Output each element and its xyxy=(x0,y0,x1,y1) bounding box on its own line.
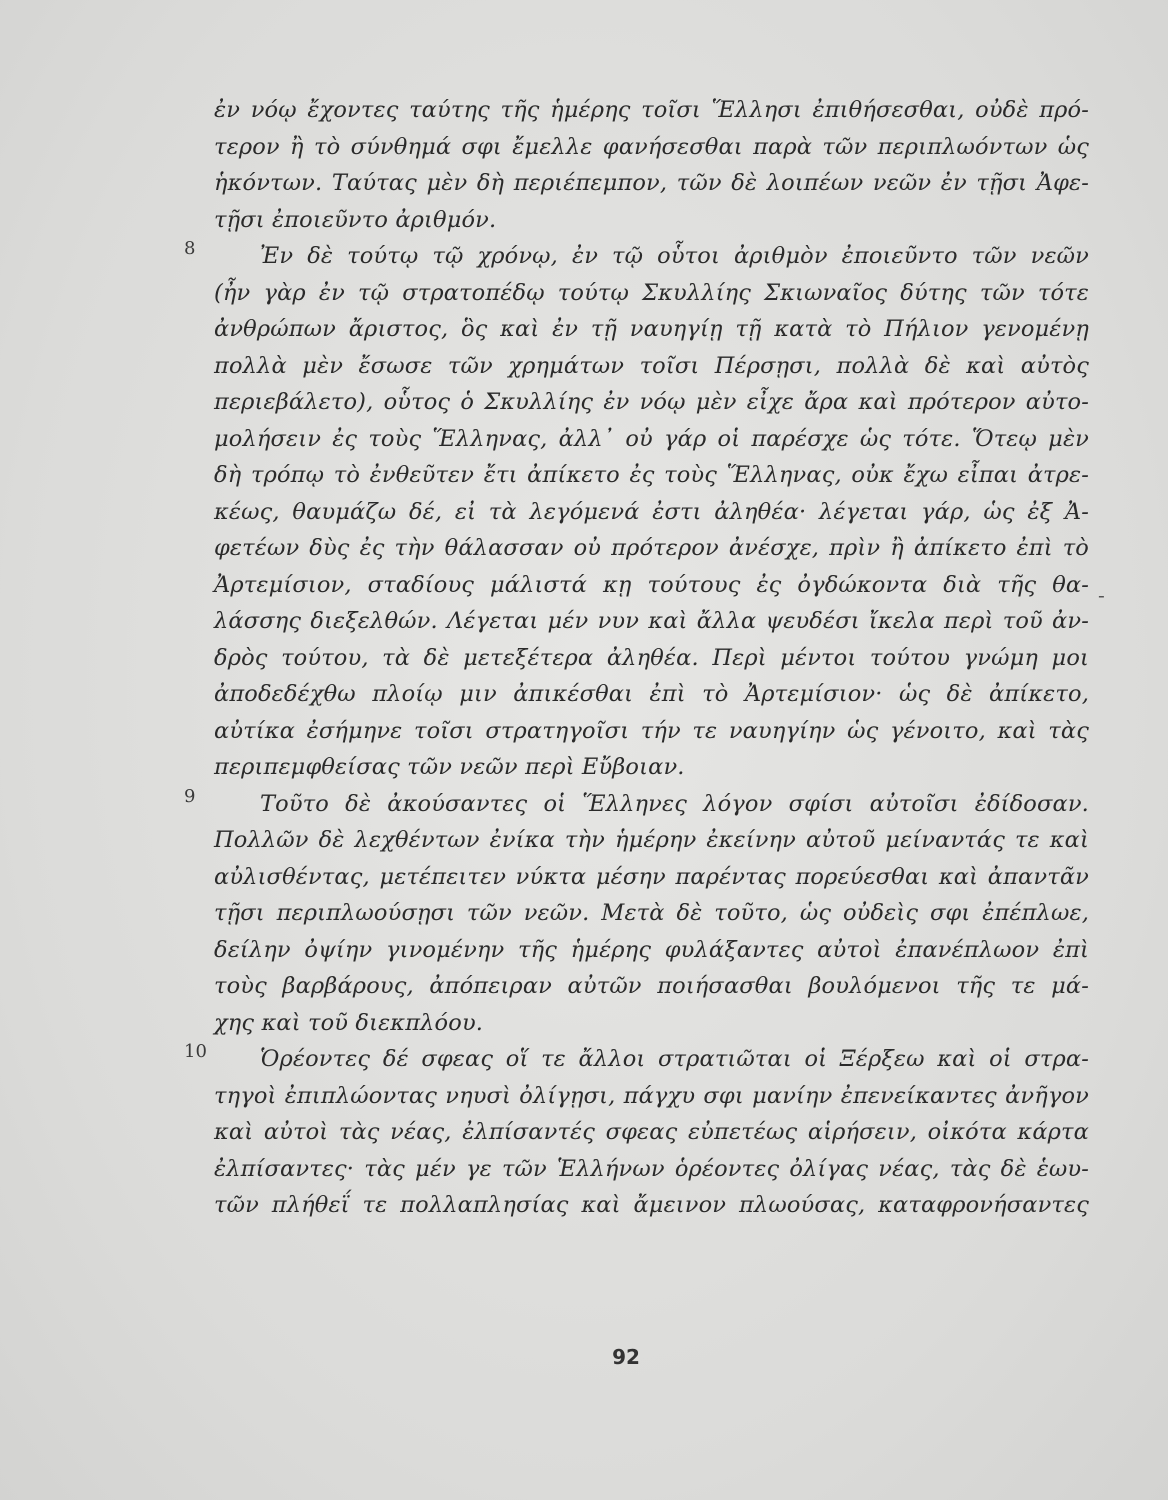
text-line: κέως, θαυμάζω δέ, εἰ τὰ λεγόμενά ἐστι ἀληθέα· λέγεται γάρ, ὡς ἐξ Ἀ- xyxy=(214,498,1089,525)
text-line: ἀνθρώπων ἄριστος, ὃς καὶ ἐν τῇ ναυηγίῃ τῇ κατὰ τὸ Πήλιον γενομένῃ xyxy=(214,316,1089,342)
text-line: τῶν πλήθεΐ τε πολλαπλησίας καὶ ἄμεινον πλωούσας, καταφρονήσαντες xyxy=(214,1192,1089,1218)
section-number: 10 xyxy=(184,1041,207,1062)
text-line: καὶ αὐτοὶ τὰς νέας, ἐλπίσαντές σφεας εὐπετέως αἱρήσειν, οἰκότα κάρτα xyxy=(214,1119,1089,1145)
text-line: δὴ τρόπῳ τὸ ἐνθεῦτεν ἔτι ἀπίκετο ἐς τοὺς Ἕλληνας, οὐκ ἔχω εἶπαι ἀτρε- xyxy=(214,462,1089,488)
text-line: δείλην ὀψίην γινομένην τῆς ἡμέρης φυλάξαντες αὐτοὶ ἐπανέπλωον ἐπὶ xyxy=(214,936,1089,963)
text-line: αὐλισθέντας, μετέπειτεν νύκτα μέσην παρέντας πορεύεσθαι καὶ ἀπαντᾶν xyxy=(214,863,1089,890)
text-line: δρὸς τούτου, τὰ δὲ μετεξέτερα ἀληθέα. Περὶ μέντοι τούτου γνώμη μοι xyxy=(214,644,1089,671)
text-line: τῇσι ἐποιεῦντο ἀριθμόν. xyxy=(214,206,497,233)
section-number: 8 xyxy=(184,238,196,259)
text-line: Πολλῶν δὲ λεχθέντων ἐνίκα τὴν ἡμέρην ἐκείνην αὐτοῦ μείναντάς τε καὶ xyxy=(214,827,1089,853)
page-number: 92 xyxy=(612,1345,640,1369)
text-line: μολήσειν ἐς τοὺς Ἕλληνας, ἀλλ᾽ οὐ γάρ οἱ παρέσχε ὡς τότε. Ὅτεῳ μὲν xyxy=(214,425,1089,452)
text-line: τερον ἢ τὸ σύνθημά σφι ἔμελλε φανήσεσθαι παρὰ τῶν περιπλωόντων ὡς xyxy=(214,133,1089,160)
text-line: Τοῦτο δὲ ἀκούσαντες οἱ Ἕλληνες λόγον σφίσι αὐτοῖσι ἐδίδοσαν. xyxy=(260,790,1089,817)
text-line: χης καὶ τοῦ διεκπλόου. xyxy=(214,1009,484,1036)
text-line: (ἦν γὰρ ἐν τῷ στρατοπέδῳ τούτῳ Σκυλλίης Σκιωναῖος δύτης τῶν τότε xyxy=(214,279,1089,306)
greek-text-block xyxy=(184,92,1089,1224)
text-line: Ὁρέοντες δέ σφεας οἵ τε ἄλλοι στρατιῶται οἱ Ξέρξεω καὶ οἱ στρα- xyxy=(260,1046,1089,1072)
section-10 xyxy=(184,1041,1089,1078)
text-line: φετέων δὺς ἐς τὴν θάλασσαν οὐ πρότερον ἀνέσχε, πρὶν ἢ ἀπίκετο ἐπὶ τὸ xyxy=(214,535,1089,561)
margin-mark: - xyxy=(1098,583,1105,607)
text-line: πολλὰ μὲν ἔσωσε τῶν χρημάτων τοῖσι Πέρσῃσι, πολλὰ δὲ καὶ αὐτὸς xyxy=(214,352,1089,379)
section-number: 9 xyxy=(184,785,196,807)
text-line: ἐν νόῳ ἔχοντες ταύτης τῆς ἡμέρης τοῖσι Ἕλλησι ἐπιθήσεσθαι, οὐδὲ πρό- xyxy=(214,97,1089,123)
text-line: λάσσης διεξελθών. Λέγεται μέν νυν καὶ ἄλλα ψευδέσι ἴκελα περὶ τοῦ ἀν- xyxy=(214,608,1089,634)
section-9 xyxy=(184,785,1089,823)
text-line: αὐτίκα ἐσήμηνε τοῖσι στρατηγοῖσι τήν τε ναυηγίην ὡς γένοιτο, καὶ τὰς xyxy=(214,717,1089,744)
text-line: περιπεμφθείσας τῶν νεῶν περὶ Εὔβοιαν. xyxy=(214,754,685,780)
text-line: ἀποδεδέχθω πλοίῳ μιν ἀπικέσθαι ἐπὶ τὸ Ἀρτεμίσιον· ὡς δὲ ἀπίκετο, xyxy=(214,681,1089,707)
text-line: τῇσι περιπλωούσῃσι τῶν νεῶν. Μετὰ δὲ τοῦτο, ὡς οὐδεὶς σφι ἐπέπλωε, xyxy=(214,900,1089,926)
text-line: Ἀρτεμίσιον, σταδίους μάλιστά κῃ τούτους ἐς ὀγδώκοντα διὰ τῆς θα- xyxy=(214,571,1089,598)
text-line: περιεβάλετο), οὗτος ὁ Σκυλλίης ἐν νόῳ μὲν εἶχε ἄρα καὶ πρότερον αὐτο- xyxy=(214,389,1089,415)
text-line: ἡκόντων. Ταύτας μὲν δὴ περιέπεμπον, τῶν δὲ λοιπέων νεῶν ἐν τῇσι Ἀφε- xyxy=(214,170,1089,196)
text-line: ἐλπίσαντες· τὰς μέν γε τῶν Ἑλλήνων ὁρέοντες ὀλίγας νέας, τὰς δὲ ἑωυ- xyxy=(214,1155,1089,1182)
text-line: Ἐν δὲ τούτῳ τῷ χρόνῳ, ἐν τῷ οὗτοι ἀριθμὸν ἐποιεῦντο τῶν νεῶν xyxy=(260,243,1089,269)
text-line: τηγοὶ ἐπιπλώοντας νηυσὶ ὀλίγῃσι, πάγχυ σφι μανίην ἐπενείκαντες ἀνῆγον xyxy=(214,1082,1089,1109)
text-line: τοὺς βαρβάρους, ἀπόπειραν αὐτῶν ποιήσασθαι βουλόμενοι τῆς τε μά- xyxy=(214,973,1089,999)
section-8 xyxy=(184,238,1089,275)
